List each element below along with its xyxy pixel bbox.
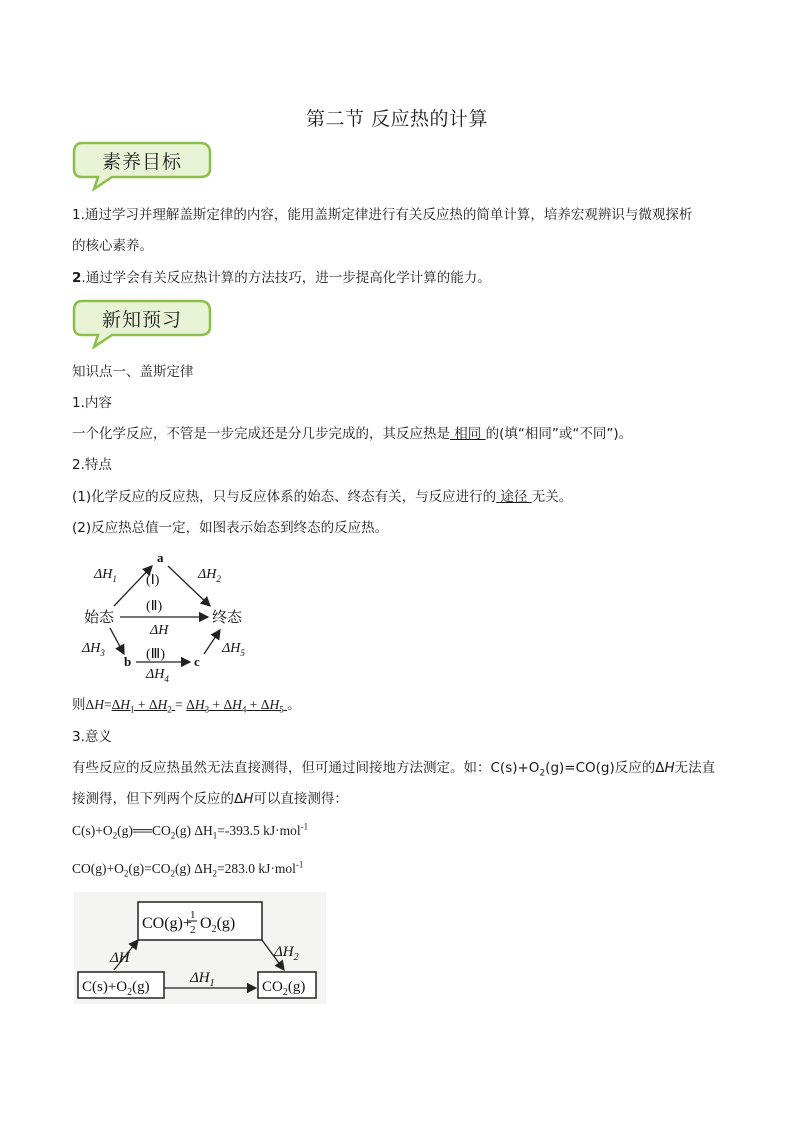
hess-equation xyxy=(72,694,301,716)
point-c-label: c xyxy=(194,654,200,669)
significance-line-2: 接测得，但下列两个反应的ΔH可以直接测得： xyxy=(72,791,348,807)
content-paragraph xyxy=(72,423,632,445)
point-b-label: b xyxy=(124,654,132,669)
box-co2-text: $CO_2(g)$ xyxy=(262,979,306,998)
arrow-c-to-end xyxy=(204,630,220,654)
subsection-features: 2.特点 xyxy=(72,457,112,473)
subsection-significance: 3.意义 xyxy=(72,729,112,745)
section-banner-goals xyxy=(72,141,218,191)
reaction-2: $CO(g)+O_2(g)=CO_2(g)$ $\Delta H_2=283.0$ kJ·mol$^{-1}$ xyxy=(72,859,304,879)
route-3-label: (Ⅲ) xyxy=(146,647,165,662)
co-cycle-diagram xyxy=(74,892,326,1004)
reaction-1: $C(s)+O_2(g)══CO_2(g)$ $\Delta H_1=-393.5$ kJ·mol$^{-1}$ xyxy=(72,821,309,841)
end-state-label: 终态 xyxy=(212,608,243,626)
page-title: 第二节 反应热的计算 xyxy=(305,108,489,130)
start-state-label: 始态 xyxy=(84,608,115,626)
section-banner-preview xyxy=(72,299,218,349)
equation-prefix: 则 xyxy=(72,697,86,713)
box-co-o2-text-2: $O_2(g)$ xyxy=(200,915,236,935)
delta-h3-label: $\Delta H_3$ xyxy=(82,641,105,658)
goal-2 xyxy=(72,267,491,289)
text-part: (1)化学反应的反应热，只与反应体系的始态、终态有关，与反应进行的 xyxy=(72,489,497,505)
box-co-o2-text: CO(g)+ xyxy=(142,915,192,932)
feature-1 xyxy=(72,486,572,508)
delta-h-label: ΔH xyxy=(150,623,169,638)
delta-h4-label: $\Delta H_4$ xyxy=(146,667,169,684)
answer-blank: 相同 xyxy=(450,426,486,442)
answer-blank: 途径 xyxy=(496,489,532,505)
route-2-label: (Ⅱ) xyxy=(146,599,163,614)
delta-h2-label: $\Delta H_2$ xyxy=(274,944,299,963)
delta-h1-label: $\Delta H_1$ xyxy=(190,970,215,989)
equation-expression: $\Delta H=\Delta H_1 + \Delta H_2 = \Delta H_3 + \Delta H_4 + \Delta H_5$ 。 xyxy=(85,697,301,715)
banner-label: 素养目标 xyxy=(101,151,182,173)
delta-h-label: ΔH xyxy=(110,950,130,966)
fraction-numerator: 1 xyxy=(190,909,196,921)
co-cycle-svg xyxy=(74,892,326,1004)
text-part: 无关。 xyxy=(531,489,573,505)
delta-h5-label: $\Delta H_5$ xyxy=(222,641,245,658)
hess-cycle-diagram xyxy=(80,548,280,688)
significance-line-1: 有些反应的反应热虽然无法直接测得，但可通过间接地方法测定。如：$C(s)+O_2(g)=CO(g)$反应的ΔH无法直 xyxy=(72,760,716,779)
delta-h1-label: $\Delta H_1$ xyxy=(94,567,117,584)
subsection-content: 1.内容 xyxy=(72,395,112,411)
arrow-start-to-b xyxy=(110,628,124,654)
knowledge-point-heading: 知识点一、盖斯定律 xyxy=(72,364,194,380)
delta-h2-label: $\Delta H_2$ xyxy=(198,567,221,584)
text-part: 的(填“相同”或“不同”)。 xyxy=(485,426,633,442)
fraction-denominator: 2 xyxy=(190,924,196,936)
text-part: 一个化学反应，不管是一步完成还是分几步完成的，其反应热是 xyxy=(72,426,450,442)
goal-1-line-2: 的核心素养。 xyxy=(72,238,153,254)
point-a-label: a xyxy=(157,550,164,565)
feature-2: (2)反应热总值一定，如图表示始态到终态的反应热。 xyxy=(72,520,389,536)
box-c-o2-text: $C(s)+O_2(g)$ xyxy=(82,979,150,998)
banner-label: 新知预习 xyxy=(101,309,182,331)
goal-1-line-1: 1.通过学习并理解盖斯定律的内容，能用盖斯定律进行有关反应热的简单计算，培养宏观辨识与微观探析 xyxy=(72,207,693,223)
route-1-label: (Ⅰ) xyxy=(146,573,160,588)
goal-2-number: 2 xyxy=(72,270,82,286)
goal-2-text: .通过学会有关反应热计算的方法技巧，进一步提高化学计算的能力。 xyxy=(81,270,491,286)
